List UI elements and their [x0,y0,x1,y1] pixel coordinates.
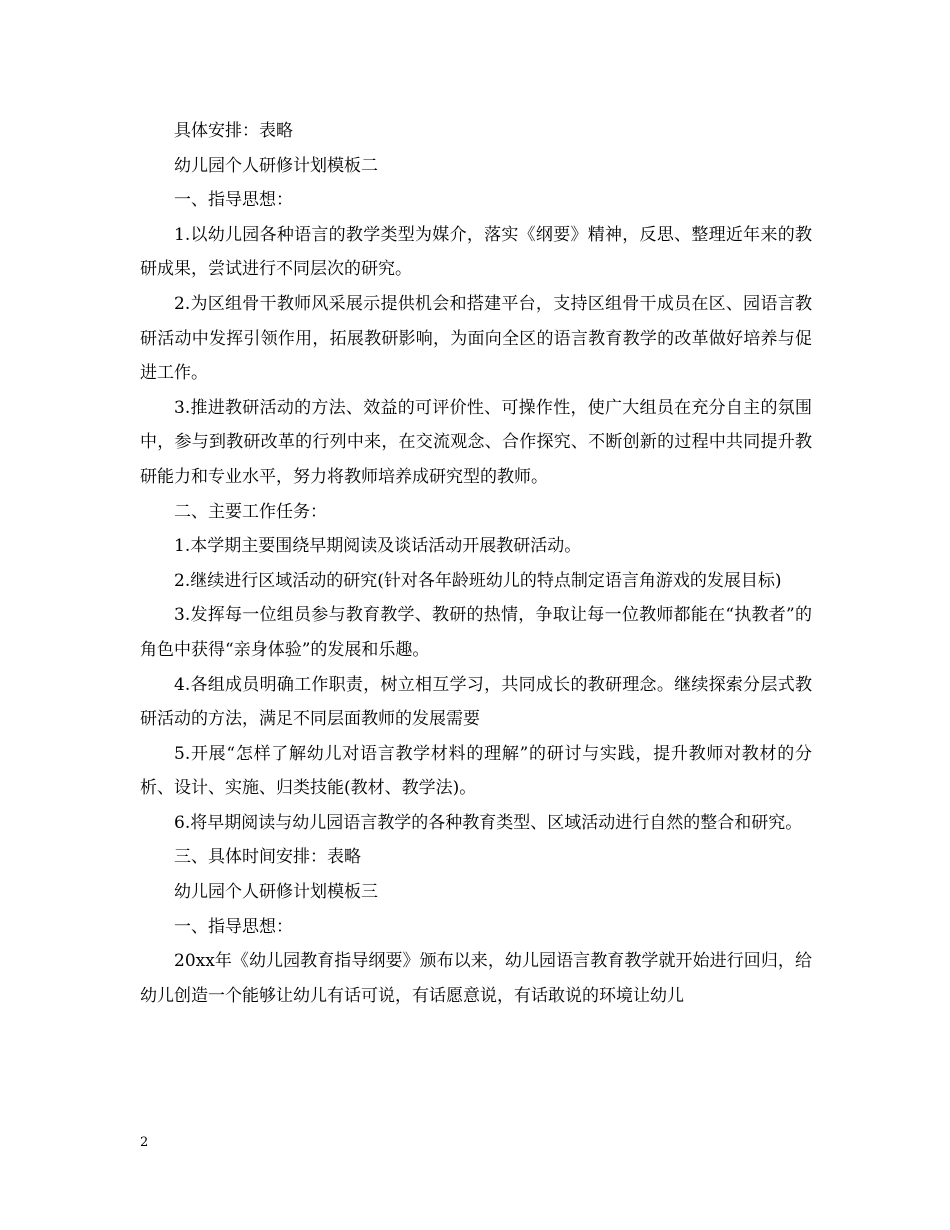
heading-template-three: 幼儿园个人研修计划模板三 [174,882,378,903]
heading-guiding-thought: 一、指导思想： [174,190,293,211]
paragraph-task-4: 4.各组成员明确工作职责，树立相互学习，共同成长的教研理念。继续探索分层式教研活动的方法，满足不同层面教师的发展需要 [140,674,812,730]
paragraph-intro: 20xx年《幼儿园教育指导纲要》颁布以来，幼儿园语言教育教学就开始进行回归，给幼儿创造一个能够让幼儿有话可说，有话愿意说，有话敢说的环境让幼儿 [140,951,812,1006]
paragraph-task-3: 3.发挥每一位组员参与教育教学、教研的热情，争取让每一位教师都能在“执教者”的角色中获得“亲身体验”的发展和乐趣。 [140,605,812,660]
paragraph-item-1: 1.以幼儿园各种语言的教学类型为媒介，落实《纲要》精神，反思、整理近年来的教研成果，尝试进行不同层次的研究。 [140,224,812,280]
paragraph-task-1: 1.本学期主要围绕早期阅读及谈话活动开展教研活动。 [174,536,582,557]
paragraph-item-2: 2.为区组骨干教师风采展示提供机会和搭建平台，支持区组骨干成员在区、园语言教研活动中发挥引领作用，拓展教研影响，为面向全区的语言教育教学的改革做好培养与促进工作。 [140,293,812,384]
heading-template-two: 幼儿园个人研修计划模板二 [174,155,378,176]
heading-guiding-thought-2: 一、指导思想： [174,916,293,937]
paragraph-task-5: 5.开展“怎样了解幼儿对语言教学材料的理解”的研讨与实践，提升教师对教材的分析、设计、实施、归类技能(教材、教学法)。 [140,743,812,799]
paragraph-task-2: 2.继续进行区域活动的研究(针对各年龄班幼儿的特点制定语言角游戏的发展目标) [174,570,782,591]
page-number: 2 [140,1135,149,1150]
heading-main-tasks: 二、主要工作任务： [174,501,327,522]
document-body [140,114,812,1013]
paragraph-task-6: 6.将早期阅读与幼儿园语言教学的各种教育类型、区域活动进行自然的整合和研究。 [174,812,803,833]
paragraph-arrangement: 具体安排：表略 [174,121,293,141]
heading-schedule: 三、具体时间安排：表略 [174,847,361,868]
paragraph-item-3: 3.推进教研活动的方法、效益的可评价性、可操作性，使广大组员在充分自主的氛围中，参与到教研改革的行列中来，在交流观念、合作探究、不断创新的过程中共同提升教研能力和专业水平，努力将教师培养成研究型的教师。 [140,397,812,487]
